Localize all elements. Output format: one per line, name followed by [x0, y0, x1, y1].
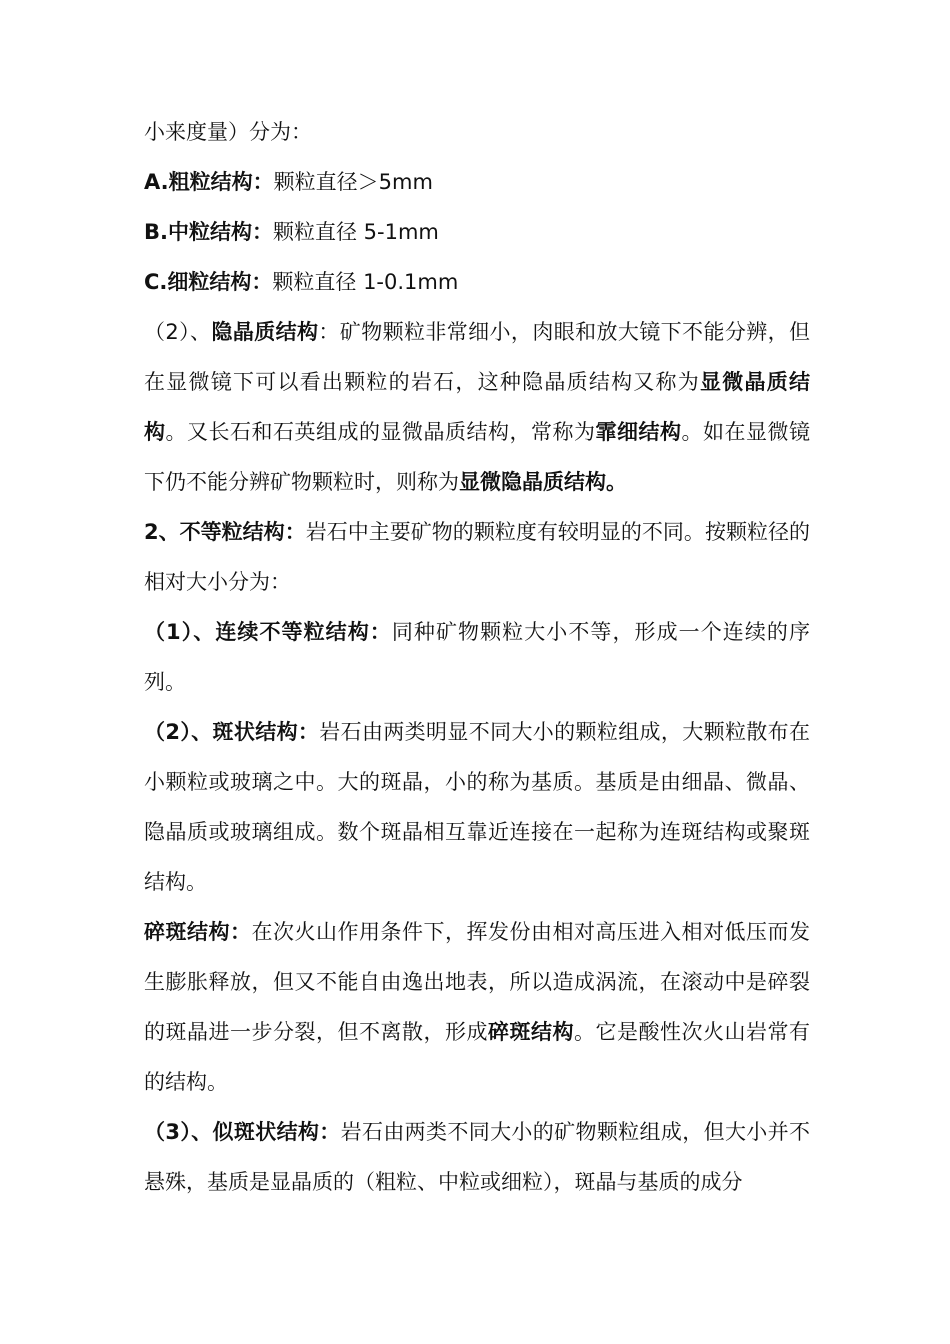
bold-term: （2）、斑状结构：	[144, 720, 320, 744]
bold-term: 2、不等粒结构：	[144, 520, 306, 544]
bold-term: 碎斑结构：	[144, 920, 252, 944]
paragraph-porphyritic	[144, 707, 810, 907]
text-run: 。它是酸性次火山岩常有的结构。	[144, 1020, 810, 1094]
text-run: ：矿物颗粒非常细小，肉眼和放大镜下不能分辨，但在显微镜下可以看出颗粒的岩石，这种隐晶质结构又称为	[144, 320, 811, 394]
text-run: 颗粒直径 1-0.1mm	[272, 270, 459, 294]
paragraph-seriate	[144, 607, 810, 707]
text-run: 颗粒直径＞5mm	[273, 170, 433, 194]
text-run: 岩石由两类不同大小的矿物颗粒组成，但大小并不悬殊，基质是显晶质的（粗粒、中粒或细粒），斑晶与基质的成分	[144, 1120, 810, 1194]
bold-term: B.中粒结构：	[144, 220, 273, 244]
paragraph-fine-grain	[144, 257, 810, 307]
paragraph-inequigranular	[144, 507, 810, 607]
paragraph-intro	[144, 107, 810, 157]
paragraph-coarse-grain	[144, 157, 810, 207]
text-run: 同种矿物颗粒大小不等，形成一个连续的序列。	[144, 620, 810, 694]
text-run: 。又长石和石英组成的显微晶质结构，常称为	[165, 420, 596, 444]
bold-term: C.细粒结构：	[144, 270, 273, 294]
text-run: （2）、	[144, 320, 212, 344]
text-run: 在次火山作用条件下，挥发份由相对高压进入相对低压而发生膨胀释放，但又不能自由逸出地表，所以造成涡流，在滚动中是碎裂的斑晶进一步分裂，但不离散，形成	[144, 920, 810, 1044]
paragraph-cataclastic-porphyritic	[144, 907, 810, 1107]
text-run: 小来度量）分为：	[144, 120, 312, 144]
paragraph-medium-grain	[144, 207, 810, 257]
bold-term: 霏细结构	[595, 420, 682, 444]
text-run: 。如在显微镜下仍不能分辨矿物颗粒时，则称为	[144, 420, 810, 494]
bold-term: （3）、似斑状结构：	[144, 1120, 341, 1144]
bold-term: 隐晶质结构	[211, 320, 319, 344]
text-run: 岩石由两类明显不同大小的颗粒组成，大颗粒散布在小颗粒或玻璃之中。大的斑晶，小的称为基质。基质是由细晶、微晶、隐晶质或玻璃组成。数个斑晶相互靠近连接在一起称为连斑结构或聚斑结构。	[144, 720, 810, 894]
bold-term: 碎斑结构	[488, 1020, 574, 1044]
text-run: 岩石中主要矿物的颗粒度有较明显的不同。按颗粒径的相对大小分为：	[144, 520, 810, 594]
bold-term: A.粗粒结构：	[144, 170, 274, 194]
paragraph-cryptocrystalline	[144, 307, 810, 507]
bold-term: 显微隐晶质结构。	[459, 470, 627, 494]
bold-term: 显微晶质结构	[144, 370, 811, 444]
text-run: 颗粒直径 5-1mm	[272, 220, 439, 244]
bold-term: （1）、连续不等粒结构：	[144, 620, 392, 644]
paragraph-porphyroid	[144, 1107, 810, 1207]
